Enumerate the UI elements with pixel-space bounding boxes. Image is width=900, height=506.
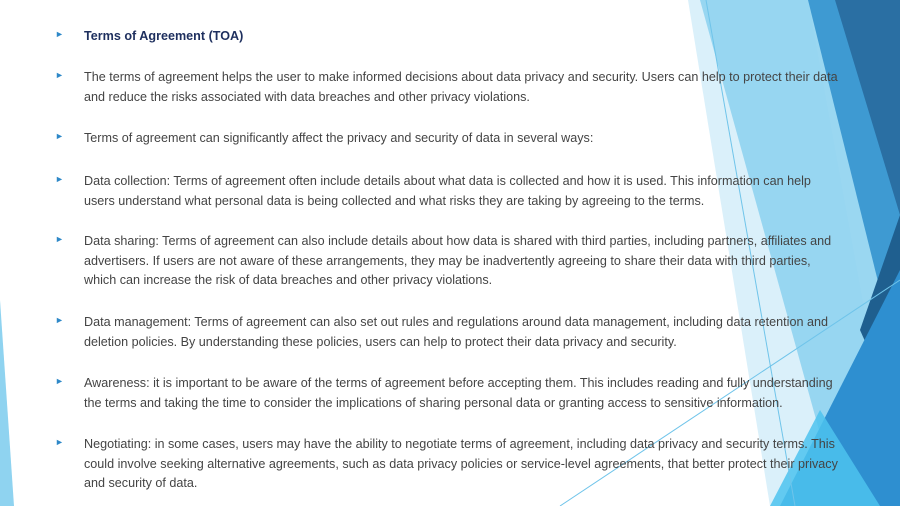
bullet-arrow-icon: ► bbox=[55, 70, 64, 80]
bullet-arrow-icon: ► bbox=[55, 315, 64, 325]
bullet-text: Data management: Terms of agreement can also set out rules and regulations around data management, including data retention and deletion policies. By understanding these policies, users can help to protect their data privacy and security. bbox=[84, 315, 828, 349]
bullet-text: Data collection: Terms of agreement often include details about what data is collected and how it is used. This information can help users understand what personal data is being collected and what risks they are taking by agreeing to the terms. bbox=[84, 174, 811, 208]
bullet-arrow-icon: ► bbox=[55, 174, 64, 184]
bullet-text: The terms of agreement helps the user to make informed decisions about data privacy and security. Users can help to protect their data and reduce the risks associated with data breaches and other privacy violations. bbox=[84, 70, 838, 104]
bullet-arrow-icon: ► bbox=[55, 437, 64, 447]
bullet-arrow-icon: ► bbox=[55, 234, 64, 244]
bullet-arrow-icon: ► bbox=[55, 29, 64, 39]
bullet-text: Awareness: it is important to be aware of the terms of agreement before accepting them. This includes reading and fully understanding the terms and taking the time to consider the implications of sharing personal data or granting access to sensitive information. bbox=[84, 376, 833, 410]
slide-heading: Terms of Agreement (TOA) bbox=[84, 29, 244, 43]
bullet-text: Negotiating: in some cases, users may have the ability to negotiate terms of agreement, including data privacy and security terms. This could involve seeking alternative agreements, such as data privacy policies or service-level agreements, that better protect their privacy and security of data. bbox=[84, 437, 838, 490]
bullet-arrow-icon: ► bbox=[55, 376, 64, 386]
bullet-text: Terms of agreement can significantly affect the privacy and security of data in several ways: bbox=[84, 131, 594, 145]
bullet-arrow-icon: ► bbox=[55, 131, 64, 141]
bullet-text: Data sharing: Terms of agreement can also include details about how data is shared with third parties, including partners, affiliates and advertisers. If users are not aware of these arrangements, they may be inadvertently agreeing to share their data with third parties, which can increase the risk of data breaches and other privacy violations. bbox=[84, 234, 832, 287]
